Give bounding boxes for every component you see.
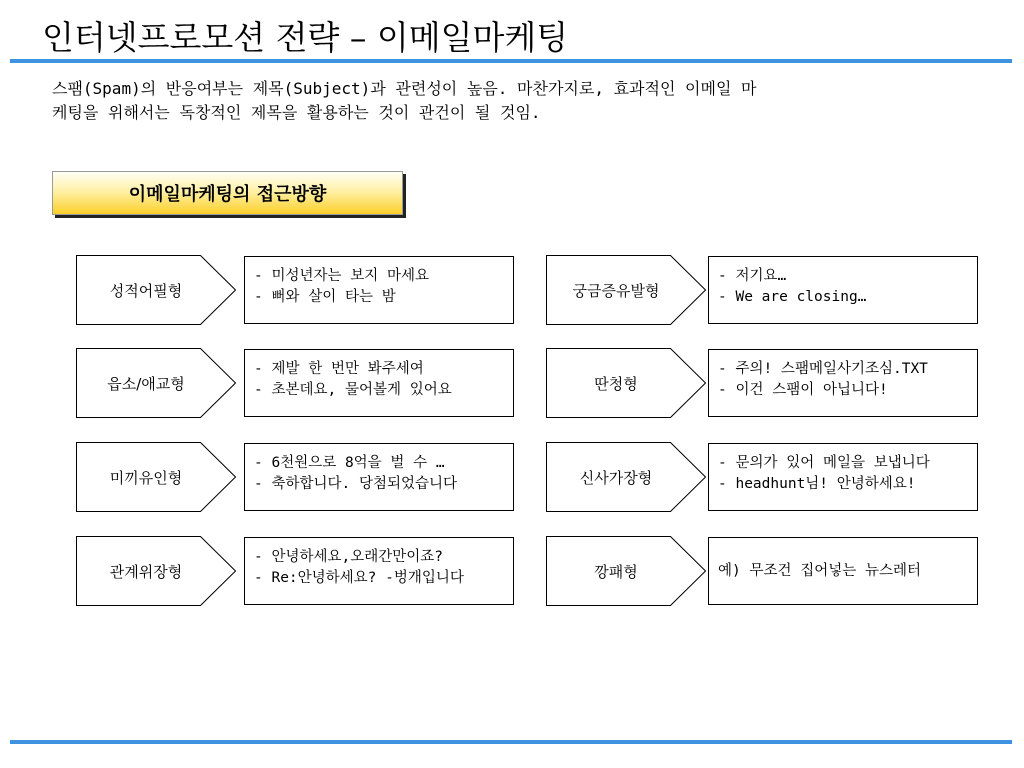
- approach-type-label: 관계위장형: [109, 562, 183, 581]
- approach-type-label: 딴청형: [594, 374, 638, 393]
- page-title: 인터넷프로모션 전략 – 이메일마케팅: [42, 18, 569, 57]
- example-line: - 뻐와 살이 타는 밤: [254, 289, 396, 305]
- approach-example-box: [244, 256, 514, 324]
- example-line: - Re:안녕하세요? -벙개입니다: [254, 570, 464, 586]
- example-line: - We are closing…: [718, 289, 867, 305]
- intro-text: [52, 77, 972, 125]
- example-line: - 6천원으로 8억을 벌 수 …: [254, 455, 445, 471]
- title-divider: [10, 59, 1012, 63]
- example-line: - 제발 한 번만 봐주세여: [254, 361, 424, 377]
- example-line: - 안녕하세요,오래간만이죠?: [254, 549, 443, 565]
- example-line: - headhunt님! 안녕하세요!: [718, 476, 916, 492]
- approach-type-box: [546, 442, 706, 512]
- approach-type-label: 궁금증유발형: [572, 281, 660, 300]
- example-line: - 문의가 있어 메일을 보냅니다: [718, 455, 930, 471]
- intro-line: 스팸(Spam)의 반응여부는 제목(Subject)과 관련성이 높음. 마찬가지로, 효과적인 이메일 마: [52, 79, 757, 98]
- approach-type-box: [76, 255, 236, 325]
- approach-example-box: [244, 537, 514, 605]
- approach-type-box: [76, 348, 236, 418]
- approach-type-box: [546, 536, 706, 606]
- example-line: - 축하합니다. 당첨되었습니다: [254, 476, 458, 492]
- approach-type-label: 읍소/애교형: [107, 374, 185, 393]
- approach-example-box: [708, 443, 978, 511]
- example-line: 예) 무조건 집어넣는 뉴스레터: [718, 562, 922, 579]
- approach-example-box: [244, 443, 514, 511]
- approach-example-box: [708, 349, 978, 417]
- example-line: - 초본데요, 물어볼게 있어요: [254, 382, 452, 398]
- approach-type-box: [546, 255, 706, 325]
- approach-example-box: [708, 537, 978, 605]
- approach-example-box: [708, 256, 978, 324]
- approach-type-label: 신사가장형: [579, 468, 653, 487]
- approach-example-box: [244, 349, 514, 417]
- approach-type-label: 성적어필형: [109, 281, 183, 300]
- approach-type-box: [546, 348, 706, 418]
- example-line: - 미성년자는 보지 마세요: [254, 268, 429, 284]
- approach-type-box: [76, 536, 236, 606]
- footer-divider: [10, 740, 1012, 744]
- example-line: - 주의! 스팸메일사기조심.TXT: [718, 361, 928, 377]
- approach-type-label: 미끼유인형: [109, 468, 183, 487]
- intro-line: 케팅을 위해서는 독창적인 제목을 활용하는 것이 관건이 될 것임.: [52, 103, 541, 122]
- approach-type-label: 깡패형: [594, 562, 638, 581]
- approach-type-box: [76, 442, 236, 512]
- section-heading: [52, 171, 403, 215]
- section-heading-label: 이메일마케팅의 접근방향: [128, 184, 327, 205]
- example-line: - 이건 스팸이 아닙니다!: [718, 382, 888, 398]
- example-line: - 저기요…: [718, 268, 787, 284]
